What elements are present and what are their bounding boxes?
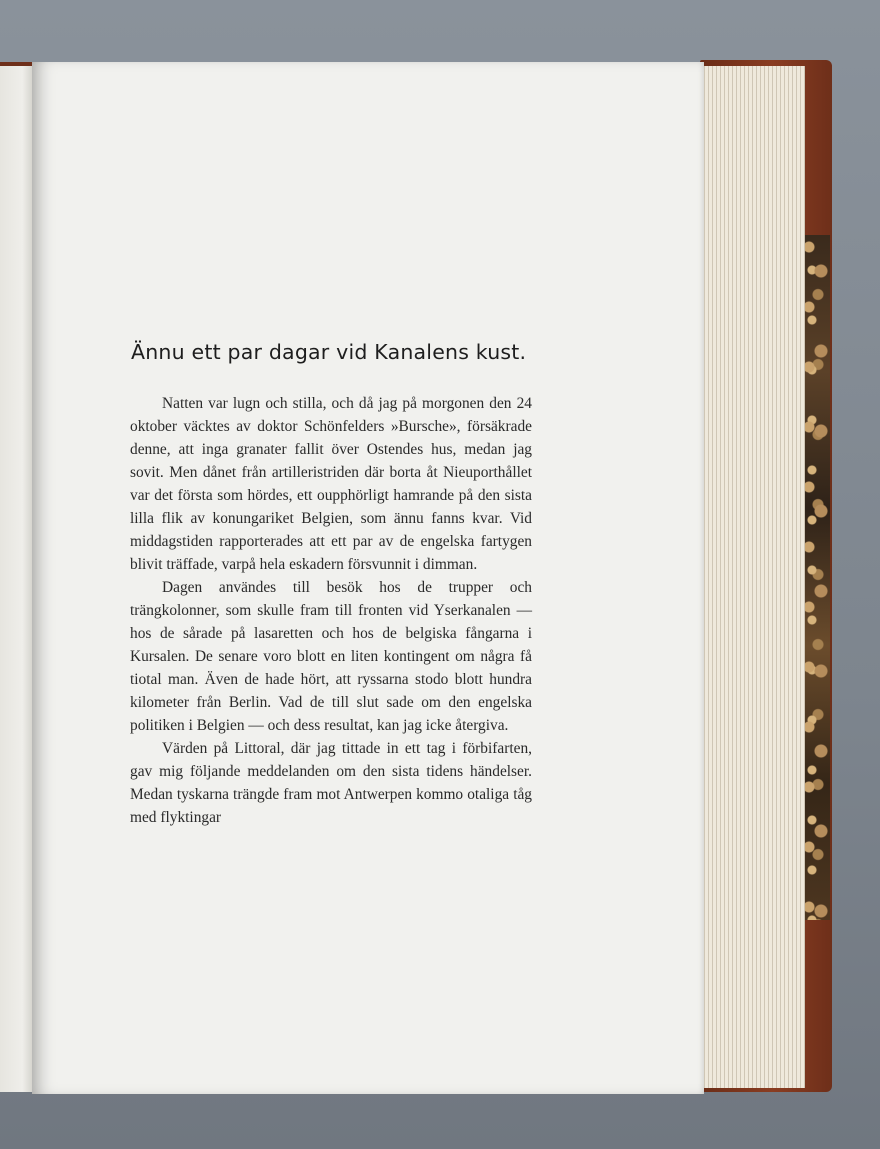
page-body-text bbox=[130, 392, 532, 829]
page-block-edges bbox=[700, 66, 805, 1088]
paragraph: Värden på Littoral, där jag tittade in ett tag i förbifarten, gav mig följande meddelanden om den sista tidens händelser. Medan tyskarna trängde fram mot Antwerpen kommo otaliga tåg med flyktingar bbox=[130, 740, 532, 826]
chapter-title: Ännu ett par dagar vid Kanalens kust. bbox=[131, 340, 527, 364]
paragraph: Natten var lugn och stilla, och då jag på morgonen den 24 oktober väcktes av doktor Schönfelders »Bursche», försäkrade denne, att inga granater fallit över Ostendes hus, medan jag sovit. Men dånet från artilleristriden där borta åt Nieuporthållet var det första som hördes, ett oupphörligt hamrande på den sista lilla flik av konungariket Belgien, som ännu fanns kvar. Vid middagstiden rapporterades att ett par av de engelska fartygen blivit träffade, varpå hela eskadern försvunnit i dimman. bbox=[130, 395, 532, 573]
paragraph: Dagen användes till besök hos de trupper och trängkolonner, som skulle fram till fronten vid Yserkanalen — hos de sårade på lasaretten och hos de belgiska fångarna i Kursalen. De senare voro blott en liten kontingent om några få tiotal man. Även de hade hört, att ryssarna stodo blott hundra kilometer från Berlin. Vad de till slut sade om den engelska politiken i Belgien — och dess resultat, kan jag icke återgiva. bbox=[130, 579, 532, 734]
left-page-edge bbox=[0, 66, 32, 1092]
